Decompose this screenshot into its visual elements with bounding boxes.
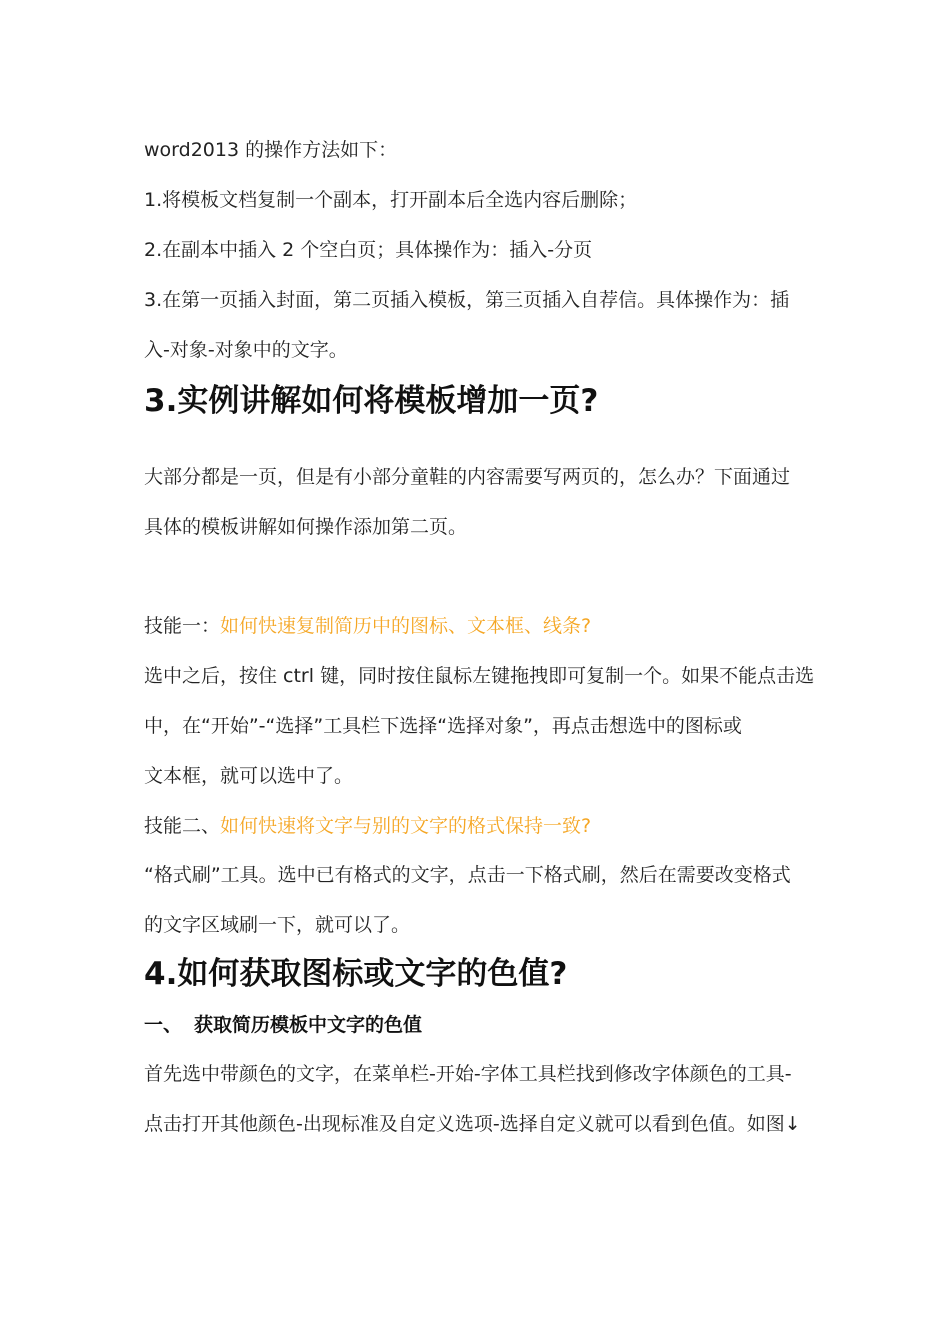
skill-1-heading [144, 614, 591, 638]
skill-1-line-2: 中，在“开始”-“选择”工具栏下选择“选择对象”，再点击想选中的图标或 [144, 715, 742, 737]
skill-1-title: 如何快速复制简历中的图标、文本框、线条? [220, 615, 592, 637]
skill-1-line-1: 选中之后，按住 ctrl 键，同时按住鼠标左键拖拽即可复制一个。如果不能点击选 [144, 665, 815, 687]
section-3-para-line-1: 大部分都是一页，但是有小部分童鞋的内容需要写两页的，怎么办？下面通过 [144, 466, 791, 488]
section-4-heading: 4.如何获取图标或文字的色值? [144, 956, 568, 992]
skill-2-line-1: “格式刷”工具。选中已有格式的文字，点击一下格式刷，然后在需要改变格式 [144, 864, 791, 886]
skill-1-label: 技能一： [144, 615, 221, 637]
skill-1-line-3: 文本框，就可以选中了。 [144, 765, 354, 787]
skill-2-heading [144, 814, 591, 838]
step-3-line-2: 入-对象-对象中的文字。 [144, 339, 348, 361]
skill-2-label: 技能二、 [144, 815, 221, 837]
step-3-line-1: 3.在第一页插入封面，第二页插入模板，第三页插入自荐信。具体操作为：插 [144, 289, 790, 311]
section-4-subheading [144, 1013, 422, 1037]
skill-2-line-2: 的文字区域刷一下，就可以了。 [144, 914, 411, 936]
section-3-heading: 3.实例讲解如何将模板增加一页? [144, 383, 599, 419]
step-1-line: 1.将模板文档复制一个副本，打开副本后全选内容后删除； [144, 189, 638, 211]
section-4-para-line-1: 首先选中带颜色的文字，在菜单栏-开始-字体工具栏找到修改字体颜色的工具- [144, 1063, 792, 1085]
subheading-number: 一、 [144, 1014, 183, 1036]
skill-2-title: 如何快速将文字与别的文字的格式保持一致? [220, 815, 592, 837]
section-4-para-line-2: 点击打开其他颜色-出现标准及自定义选项-选择自定义就可以看到色值。如图↓ [144, 1113, 801, 1135]
subheading-title: 获取简历模板中文字的色值 [194, 1014, 423, 1036]
section-3-para-line-2: 具体的模板讲解如何操作添加第二页。 [144, 516, 468, 538]
step-2-line: 2.在副本中插入 2 个空白页；具体操作为：插入-分页 [144, 239, 593, 261]
method-intro-line: word2013 的操作方法如下： [144, 139, 398, 161]
